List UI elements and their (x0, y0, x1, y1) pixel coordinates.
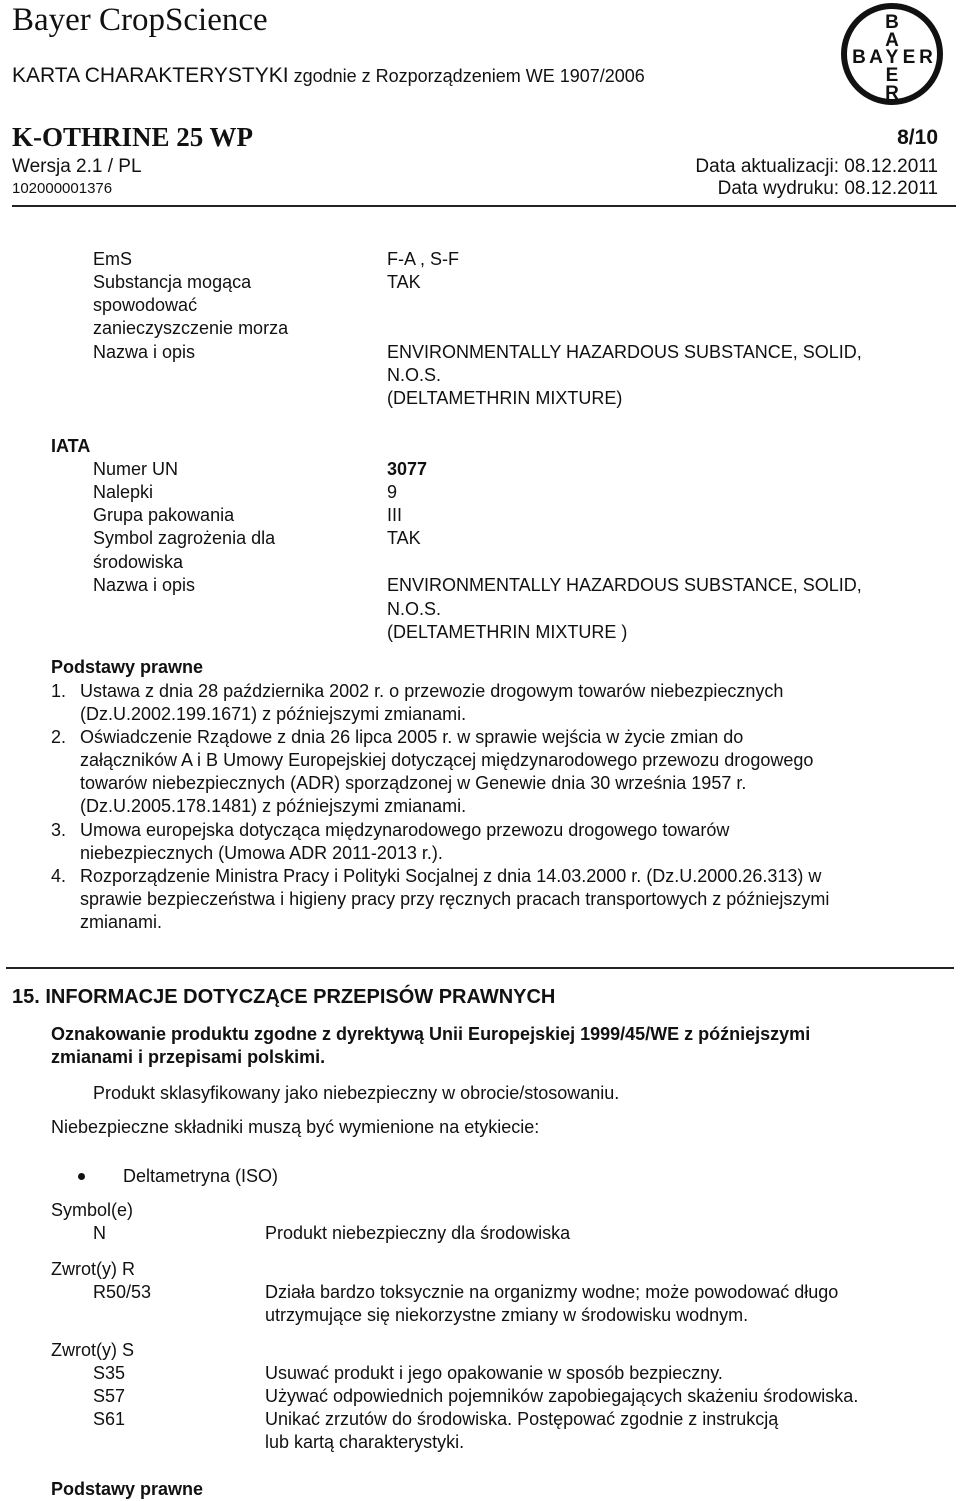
s61-text: Unikać zrzutów do środowiska. Postępować zgodnie z instrukcją (265, 1409, 779, 1429)
logo-letter-a: A (885, 30, 899, 51)
env-hazard-label: Symbol zagrożenia dla (93, 528, 276, 548)
r-phrase-code: R50/53 (93, 1282, 152, 1302)
labels-value: 9 (387, 482, 398, 502)
legal-item-number: 4. (51, 866, 67, 886)
iata-name-value-1: ENVIRONMENTALLY HAZARDOUS SUBSTANCE, SOLID, (387, 575, 862, 595)
s61-text-2: lub kartą charakterystyki. (265, 1432, 465, 1452)
document-type (12, 64, 645, 88)
marine-pollutant-label-2: spowodować (93, 295, 198, 315)
packing-group-value: III (387, 505, 403, 525)
marine-pollutant-label: Substancja mogąca (93, 272, 252, 292)
legal-item-line: niebezpiecznych (Umowa ADR 2011-2013 r.). (80, 843, 443, 863)
update-date: Data aktualizacji: 08.12.2011 (695, 156, 938, 177)
legal-item-line: sprawie bezpieczeństwa i higieny pracy przy ręcznych pracach transportowych z późniejszymi (80, 889, 830, 909)
legal-item-line: zmianami. (80, 912, 163, 932)
un-number-label: Numer UN (93, 459, 179, 479)
imdg-name-value-3: (DELTAMETHRIN MIXTURE) (387, 388, 623, 408)
legal-item-number: 3. (51, 820, 67, 840)
document-code: 102000001376 (12, 180, 113, 197)
r-phrases-label: Zwrot(y) R (51, 1259, 135, 1279)
logo-letter-e: E (902, 47, 916, 68)
ems-label: EmS (93, 249, 133, 269)
env-hazard-label-2: środowiska (93, 552, 184, 572)
imdg-name-value-2: N.O.S. (387, 365, 442, 385)
r-phrase-text-2: utrzymujące się niekorzystne zmiany w środowisku wodnym. (265, 1305, 749, 1325)
legal-item-number: 2. (51, 727, 67, 747)
iata-heading: IATA (51, 436, 91, 456)
logo-letter-r2: R (885, 83, 899, 104)
imdg-name-value-1: ENVIRONMENTALLY HAZARDOUS SUBSTANCE, SOLID, (387, 342, 862, 362)
s35-text: Usuwać produkt i jego opakowanie w sposób bezpieczny. (265, 1363, 723, 1383)
header-divider (12, 205, 956, 207)
legal-basis-heading: Podstawy prawne (51, 657, 204, 677)
marine-pollutant-label-3: zanieczyszczenie morza (93, 318, 289, 338)
logo-letter-y: Y (885, 47, 899, 68)
s35-code: S35 (93, 1363, 126, 1383)
components-intro: Niebezpieczne składniki muszą być wymienione na etykiecie: (51, 1117, 540, 1137)
legal-item-line: (Dz.U.2005.178.1481) z późniejszymi zmianami. (80, 796, 467, 816)
logo-letter-e2: E (885, 65, 899, 86)
symbol-label: Symbol(e) (51, 1200, 134, 1220)
legal-item-line: załączników A i B Umowy Europejskiej dotyczącej międzynarodowego przewozu drogowego (80, 750, 814, 770)
un-number-value: 3077 (387, 459, 428, 479)
symbol-text: Produkt niebezpieczny dla środowiska (265, 1223, 571, 1243)
logo-letter-b2: B (852, 47, 866, 68)
legal-item-line: Rozporządzenie Ministra Pracy i Polityki Socjalnej z dnia 14.03.2000 r. (Dz.U.2000.26.313) w (80, 866, 822, 886)
component-name: Deltametryna (ISO) (123, 1166, 279, 1186)
packing-group-label: Grupa pakowania (93, 505, 235, 525)
legal-item-line: Umowa europejska dotycząca międzynarodowego przewozu drogowego towarów (80, 820, 730, 840)
s57-code: S57 (93, 1386, 126, 1406)
logo-letter-r: R (919, 47, 933, 68)
logo-letter-a2: A (869, 47, 883, 68)
page-number: 8/10 (897, 126, 938, 149)
labeling-subtitle-2: zmianami i przepisami polskimi. (51, 1047, 326, 1067)
iata-name-value-3: (DELTAMETHRIN MIXTURE ) (387, 622, 628, 642)
env-hazard-value: TAK (387, 528, 421, 548)
section-divider (6, 967, 954, 969)
iata-name-label: Nazwa i opis (93, 575, 196, 595)
ems-value: F-A , S-F (387, 249, 459, 269)
legal-item-line: (Dz.U.2002.199.1671) z późniejszymi zmianami. (80, 704, 467, 724)
classification-text: Produkt sklasyfikowany jako niebezpieczny w obrocie/stosowaniu. (93, 1083, 620, 1103)
bayer-cross-logo (836, 2, 948, 106)
product-name: K-OTHRINE 25 WP (12, 122, 254, 152)
r-phrase-text: Działa bardzo toksycznie na organizmy wodne; może powodować długo (265, 1282, 839, 1302)
labels-label: Nalepki (93, 482, 154, 502)
legal-basis-heading-2: Podstawy prawne (51, 1479, 204, 1499)
legal-item-line: towarów niebezpiecznych (ADR) sporządzonej w Genewie dnia 30 września 1957 r. (80, 773, 747, 793)
legal-item-line: Oświadczenie Rządowe z dnia 26 lipca 2005 r. w sprawie wejścia w życie zmian do (80, 727, 744, 747)
print-date: Data wydruku: 08.12.2011 (717, 178, 938, 199)
symbol-code: N (93, 1223, 106, 1243)
bullet-icon (78, 1173, 85, 1180)
logo-letter-b: B (885, 12, 899, 33)
marine-pollutant-value: TAK (387, 272, 421, 292)
document-type-regulation: zgodnie z Rozporządzeniem WE 1907/2006 (288, 66, 645, 86)
s-phrases-label: Zwrot(y) S (51, 1340, 134, 1360)
document-type-main: KARTA CHARAKTERYSTYKI (12, 64, 289, 87)
s61-code: S61 (93, 1409, 126, 1429)
section-15-heading: 15. INFORMACJE DOTYCZĄCE PRZEPISÓW PRAWNYCH (12, 986, 556, 1008)
legal-item-number: 1. (51, 681, 67, 701)
imdg-name-label: Nazwa i opis (93, 342, 196, 362)
company-name: Bayer CropScience (12, 2, 268, 38)
labeling-subtitle: Oznakowanie produktu zgodne z dyrektywą Unii Europejskiej 1999/45/WE z późniejszymi (51, 1024, 811, 1044)
legal-item-line: Ustawa z dnia 28 października 2002 r. o przewozie drogowym towarów niebezpiecznych (80, 681, 784, 701)
s57-text: Używać odpowiednich pojemników zapobiegających skażeniu środowiska. (265, 1386, 859, 1406)
iata-name-value-2: N.O.S. (387, 599, 442, 619)
version-label: Wersja 2.1 / PL (12, 156, 142, 177)
